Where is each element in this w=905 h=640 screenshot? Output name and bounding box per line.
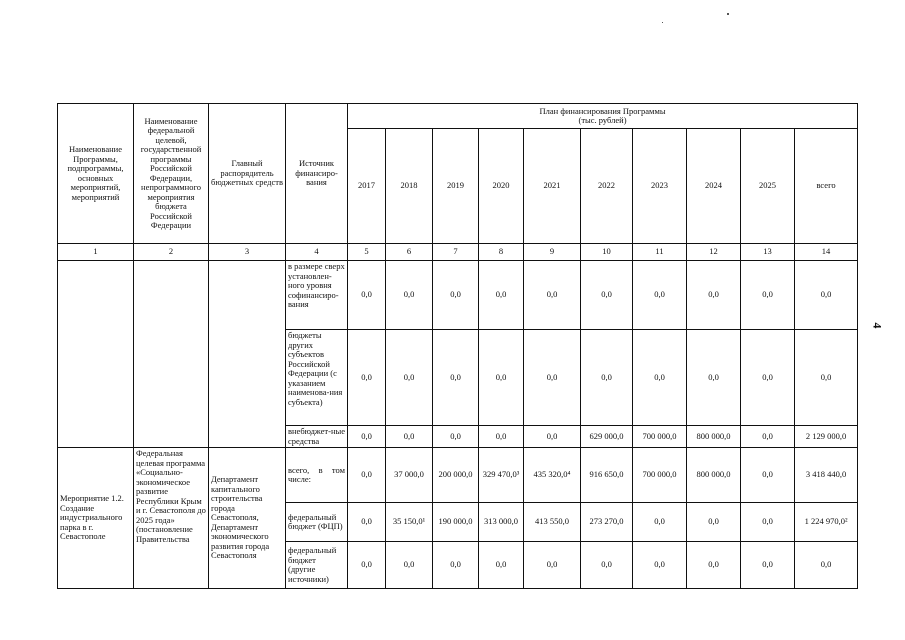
table-row	[58, 448, 858, 503]
header-plan-units: (тыс. рублей)	[578, 115, 627, 125]
value-cell: 0,0	[741, 261, 795, 330]
header-plan	[348, 104, 858, 129]
total-cell: 2 129 000,0	[795, 426, 858, 448]
value-cell: 200 000,0	[433, 448, 479, 503]
value-cell: 0,0	[348, 503, 386, 542]
total-cell: 0,0	[795, 261, 858, 330]
header-row-indices	[58, 244, 858, 261]
value-cell: 435 320,0⁴	[524, 448, 581, 503]
value-cell: 800 000,0	[687, 426, 741, 448]
column-index: 13	[741, 244, 795, 261]
value-cell: 0,0	[524, 542, 581, 589]
value-cell: 0,0	[348, 261, 386, 330]
header-year: 2022	[581, 129, 633, 244]
header-year: 2025	[741, 129, 795, 244]
empty-cell	[209, 261, 286, 448]
value-cell: 313 000,0	[479, 503, 524, 542]
funding-source-cell: всего, в том числе:	[286, 448, 348, 503]
total-cell: 0,0	[795, 542, 858, 589]
value-cell: 800 000,0	[687, 448, 741, 503]
header-year: 2023	[633, 129, 687, 244]
value-cell: 916 650,0	[581, 448, 633, 503]
header-budget-manager: Главный распорядитель бюджетных средств	[209, 104, 286, 244]
measure-name: Мероприятие 1.2. Создание индустриального парка в г. Севастополе	[58, 448, 134, 589]
page-number: 4	[870, 322, 885, 329]
value-cell: 0,0	[348, 426, 386, 448]
funding-source-cell: внебюджет-ные средства	[286, 426, 348, 448]
value-cell: 0,0	[348, 448, 386, 503]
value-cell: 0,0	[633, 542, 687, 589]
value-cell: 0,0	[433, 330, 479, 426]
value-cell: 0,0	[386, 330, 433, 426]
empty-cell	[134, 261, 209, 448]
value-cell: 0,0	[386, 261, 433, 330]
column-index: 5	[348, 244, 386, 261]
funding-source-cell: бюджеты других субъектов Российской Федерации (с указанием наименова-ния субъекта)	[286, 330, 348, 426]
value-cell: 700 000,0	[633, 448, 687, 503]
value-cell: 0,0	[524, 426, 581, 448]
value-cell: 0,0	[479, 426, 524, 448]
header-year: 2017	[348, 129, 386, 244]
column-index: 1	[58, 244, 134, 261]
value-cell: 0,0	[479, 542, 524, 589]
table-row	[58, 261, 858, 330]
value-cell: 329 470,0³	[479, 448, 524, 503]
header-year: 2018	[386, 129, 433, 244]
value-cell: 35 150,0¹	[386, 503, 433, 542]
value-cell: 0,0	[687, 261, 741, 330]
value-cell: 0,0	[479, 330, 524, 426]
funding-source-cell: федеральный бюджет (другие источники)	[286, 542, 348, 589]
value-cell: 0,0	[687, 503, 741, 542]
column-index: 12	[687, 244, 741, 261]
column-index: 2	[134, 244, 209, 261]
header-year: 2020	[479, 129, 524, 244]
header-plan-title: План финансирования Программы	[539, 105, 666, 116]
header-year: 2021	[524, 129, 581, 244]
value-cell: 0,0	[741, 503, 795, 542]
value-cell: 0,0	[741, 542, 795, 589]
scan-speck	[727, 13, 729, 15]
column-index: 4	[286, 244, 348, 261]
value-cell: 0,0	[433, 426, 479, 448]
financing-plan-table	[57, 103, 858, 589]
value-cell: 0,0	[633, 330, 687, 426]
value-cell: 0,0	[433, 542, 479, 589]
measure-manager: Департамент капитального строительства города Севастополя, Департамент экономического развития города Севастополя	[209, 448, 286, 589]
header-year: 2019	[433, 129, 479, 244]
value-cell: 0,0	[479, 261, 524, 330]
column-index: 11	[633, 244, 687, 261]
value-cell: 0,0	[386, 542, 433, 589]
value-cell: 0,0	[524, 261, 581, 330]
funding-source-cell: федеральный бюджет (ФЦП)	[286, 503, 348, 542]
column-index: 9	[524, 244, 581, 261]
value-cell: 0,0	[386, 426, 433, 448]
value-cell: 0,0	[581, 261, 633, 330]
value-cell: 0,0	[687, 330, 741, 426]
column-index: 6	[386, 244, 433, 261]
total-cell: 3 418 440,0	[795, 448, 858, 503]
empty-cell	[58, 261, 134, 448]
value-cell: 0,0	[581, 542, 633, 589]
column-index: 8	[479, 244, 524, 261]
scan-speck	[662, 22, 663, 23]
value-cell: 0,0	[348, 542, 386, 589]
value-cell: 273 270,0	[581, 503, 633, 542]
total-cell: 1 224 970,0²	[795, 503, 858, 542]
value-cell: 0,0	[633, 261, 687, 330]
value-cell: 700 000,0	[633, 426, 687, 448]
value-cell: 413 550,0	[524, 503, 581, 542]
column-index: 10	[581, 244, 633, 261]
value-cell: 0,0	[581, 330, 633, 426]
column-index: 7	[433, 244, 479, 261]
header-federal-program: Наименование федеральной целевой, государственной программы Российской Федерации, непрограммного мероприятия бюджета Российской Федерации	[134, 104, 209, 244]
header-program-name: Наименование Программы, подпрограммы, основных мероприятий, мероприятий	[58, 104, 134, 244]
header-funding-source: Источник финансиро-вания	[286, 104, 348, 244]
measure-program: Федеральная целевая программа «Социально-экономическое развитие Республики Крым и г. Севастополя до 2025 года» (постановление Правительства	[134, 448, 209, 589]
value-cell: 0,0	[741, 330, 795, 426]
header-total: всего	[795, 129, 858, 244]
column-index: 3	[209, 244, 286, 261]
header-row-top	[58, 104, 858, 129]
value-cell: 629 000,0	[581, 426, 633, 448]
value-cell: 0,0	[741, 448, 795, 503]
value-cell: 37 000,0	[386, 448, 433, 503]
funding-source-cell: в размере сверх установлен-ного уровня софинансиро-вания	[286, 261, 348, 330]
value-cell: 0,0	[348, 330, 386, 426]
value-cell: 0,0	[633, 503, 687, 542]
value-cell: 0,0	[741, 426, 795, 448]
value-cell: 0,0	[687, 542, 741, 589]
total-cell: 0,0	[795, 330, 858, 426]
value-cell: 190 000,0	[433, 503, 479, 542]
column-index: 14	[795, 244, 858, 261]
header-year: 2024	[687, 129, 741, 244]
value-cell: 0,0	[524, 330, 581, 426]
value-cell: 0,0	[433, 261, 479, 330]
